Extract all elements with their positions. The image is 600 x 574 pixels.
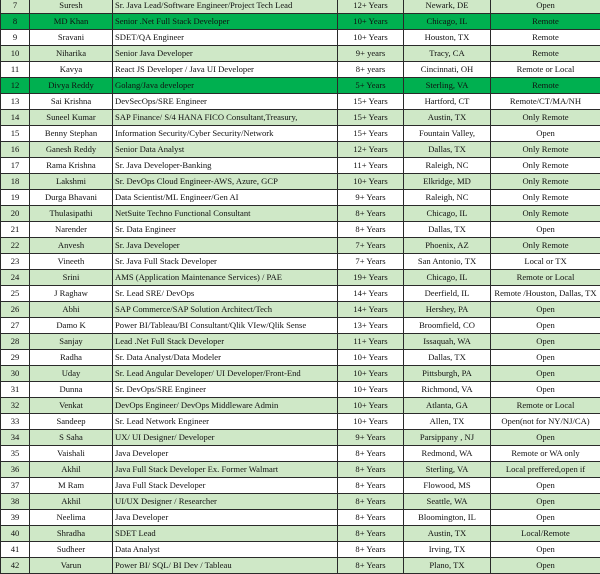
candidate-name: Sai Krishna — [30, 94, 113, 110]
candidate-availability: Open — [491, 126, 600, 142]
candidate-role: Data Analyst — [113, 542, 338, 558]
candidate-location: Austin, TX — [404, 110, 491, 126]
row-number: 30 — [1, 366, 30, 382]
row-number: 18 — [1, 174, 30, 190]
row-number: 11 — [1, 62, 30, 78]
table-row — [1, 126, 600, 142]
candidate-availability: Open — [491, 302, 600, 318]
candidate-name: Suneel Kumar — [30, 110, 113, 126]
table-row — [1, 526, 600, 542]
candidate-availability: Only Remote — [491, 238, 600, 254]
candidate-name: Dunna — [30, 382, 113, 398]
candidate-name: Radha — [30, 350, 113, 366]
candidate-location: Raleigh, NC — [404, 158, 491, 174]
candidate-experience: 8+ Years — [338, 446, 404, 462]
candidate-availability: Open(not for NY/NJ/CA) — [491, 414, 600, 430]
table-row — [1, 318, 600, 334]
candidate-role: React JS Developer / Java UI Developer — [113, 62, 338, 78]
candidate-availability: Only Remote — [491, 190, 600, 206]
candidate-location: Newark, DE — [404, 0, 491, 14]
candidate-availability: Only Remote — [491, 174, 600, 190]
row-number: 25 — [1, 286, 30, 302]
row-number: 17 — [1, 158, 30, 174]
candidate-role: Sr. Lead Angular Developer/ UI Developer/Front-End — [113, 366, 338, 382]
table-row — [1, 558, 600, 574]
table-row — [1, 334, 600, 350]
candidate-availability: Open — [491, 478, 600, 494]
candidate-availability: Open — [491, 494, 600, 510]
candidate-name: Vineeth — [30, 254, 113, 270]
candidate-availability: Remote or Local — [491, 62, 600, 78]
row-number: 7 — [1, 0, 30, 14]
row-number: 33 — [1, 414, 30, 430]
candidate-experience: 11+ Years — [338, 334, 404, 350]
candidate-name: Divya Reddy — [30, 78, 113, 94]
table-row — [1, 62, 600, 78]
candidate-role: UX/ UI Designer/ Developer — [113, 430, 338, 446]
candidate-role: Java Full Stack Developer Ex. Former Walmart — [113, 462, 338, 478]
row-number: 38 — [1, 494, 30, 510]
candidates-table-body — [1, 0, 600, 574]
candidate-name: Vaishali — [30, 446, 113, 462]
candidate-experience: 7+ Years — [338, 254, 404, 270]
table-row — [1, 510, 600, 526]
candidate-availability: Open — [491, 510, 600, 526]
candidate-availability: Only Remote — [491, 206, 600, 222]
candidate-name: Sudheer — [30, 542, 113, 558]
row-number: 23 — [1, 254, 30, 270]
candidate-location: San Antonio, TX — [404, 254, 491, 270]
candidate-name: Lakshmi — [30, 174, 113, 190]
candidate-role: Java Developer — [113, 510, 338, 526]
row-number: 22 — [1, 238, 30, 254]
table-row — [1, 462, 600, 478]
candidate-location: Chicago, IL — [404, 206, 491, 222]
candidate-location: Bloomington, IL — [404, 510, 491, 526]
candidate-location: Cincinnati, OH — [404, 62, 491, 78]
candidate-experience: 9+ years — [338, 46, 404, 62]
candidate-name: Sandeep — [30, 414, 113, 430]
candidate-role: Power BI/ SQL/ BI Dev / Tableau — [113, 558, 338, 574]
table-row — [1, 14, 600, 30]
candidate-availability: Only Remote — [491, 158, 600, 174]
table-row — [1, 446, 600, 462]
candidate-location: Parsippany , NJ — [404, 430, 491, 446]
candidate-experience: 8+ Years — [338, 494, 404, 510]
candidate-experience: 12+ Years — [338, 142, 404, 158]
candidate-role: Sr. Java Lead/Software Engineer/Project Tech Lead — [113, 0, 338, 14]
candidate-availability: Open — [491, 542, 600, 558]
candidate-experience: 15+ Years — [338, 126, 404, 142]
candidate-location: Dallas, TX — [404, 350, 491, 366]
candidate-availability: Remote/CT/MA/NH — [491, 94, 600, 110]
candidate-location: Hershey, PA — [404, 302, 491, 318]
candidate-name: Srini — [30, 270, 113, 286]
candidate-name: Narender — [30, 222, 113, 238]
candidate-experience: 14+ Years — [338, 286, 404, 302]
candidate-location: Dallas, TX — [404, 142, 491, 158]
table-row — [1, 78, 600, 94]
candidate-location: Hartford, CT — [404, 94, 491, 110]
candidate-name: Ganesh Reddy — [30, 142, 113, 158]
candidate-name: Akhil — [30, 462, 113, 478]
candidate-location: Plano, TX — [404, 558, 491, 574]
candidate-role: Sr. Java Developer — [113, 238, 338, 254]
candidate-role: Sr. DevOps Cloud Engineer-AWS, Azure, GCP — [113, 174, 338, 190]
candidate-experience: 8+ Years — [338, 526, 404, 542]
candidate-location: Fountain Valley, — [404, 126, 491, 142]
candidate-experience: 10+ Years — [338, 30, 404, 46]
candidate-role: NetSuite Techno Functional Consultant — [113, 206, 338, 222]
table-row — [1, 382, 600, 398]
candidate-experience: 10+ Years — [338, 350, 404, 366]
candidate-name: Akhil — [30, 494, 113, 510]
row-number: 34 — [1, 430, 30, 446]
candidate-availability: Open — [491, 0, 600, 14]
row-number: 21 — [1, 222, 30, 238]
candidate-role: Power BI/Tableau/BI Consultant/Qlik VIew/Qlik Sense — [113, 318, 338, 334]
candidate-location: Allen, TX — [404, 414, 491, 430]
table-row — [1, 430, 600, 446]
row-number: 40 — [1, 526, 30, 542]
candidate-experience: 10+ Years — [338, 174, 404, 190]
candidate-name: Niharika — [30, 46, 113, 62]
candidate-role: SAP Commerce/SAP Solution Architect/Tech — [113, 302, 338, 318]
candidate-experience: 9+ Years — [338, 190, 404, 206]
row-number: 28 — [1, 334, 30, 350]
candidate-location: Atlanta, GA — [404, 398, 491, 414]
candidate-role: Java Full Stack Developer — [113, 478, 338, 494]
candidate-role: UI/UX Designer / Researcher — [113, 494, 338, 510]
candidate-name: Venkat — [30, 398, 113, 414]
table-row — [1, 286, 600, 302]
candidate-experience: 12+ Years — [338, 0, 404, 14]
table-row — [1, 270, 600, 286]
candidate-name: Rama Krishna — [30, 158, 113, 174]
candidate-role: Sr. Java Full Stack Developer — [113, 254, 338, 270]
row-number: 39 — [1, 510, 30, 526]
candidate-name: Durga Bhavani — [30, 190, 113, 206]
candidate-role: Sr. Java Developer-Banking — [113, 158, 338, 174]
candidate-experience: 10+ Years — [338, 414, 404, 430]
candidate-location: Issaquah, WA — [404, 334, 491, 350]
table-row — [1, 254, 600, 270]
candidate-availability: Open — [491, 366, 600, 382]
row-number: 26 — [1, 302, 30, 318]
candidate-availability: Local or TX — [491, 254, 600, 270]
candidate-location: Seattle, WA — [404, 494, 491, 510]
candidate-name: Damo K — [30, 318, 113, 334]
candidate-availability: Open — [491, 430, 600, 446]
candidate-availability: Remote or WA only — [491, 446, 600, 462]
candidate-name: Benny Stephan — [30, 126, 113, 142]
candidate-role: Sr. DevOps/SRE Engineer — [113, 382, 338, 398]
candidate-experience: 8+ Years — [338, 558, 404, 574]
table-row — [1, 206, 600, 222]
candidate-role: SAP Finance/ S/4 HANA FICO Consultant,Treasury, — [113, 110, 338, 126]
candidate-name: Shradha — [30, 526, 113, 542]
candidate-experience: 8+ Years — [338, 462, 404, 478]
candidate-role: Golang/Java developer — [113, 78, 338, 94]
candidate-availability: Remote — [491, 14, 600, 30]
candidate-location: Flowood, MS — [404, 478, 491, 494]
table-row — [1, 478, 600, 494]
candidate-role: Sr. Data Analyst/Data Modeler — [113, 350, 338, 366]
candidate-experience: 10+ Years — [338, 382, 404, 398]
row-number: 41 — [1, 542, 30, 558]
candidate-role: SDET/QA Engineer — [113, 30, 338, 46]
candidate-availability: Remote or Local — [491, 270, 600, 286]
row-number: 9 — [1, 30, 30, 46]
candidate-location: Dallas, TX — [404, 222, 491, 238]
row-number: 8 — [1, 14, 30, 30]
candidate-role: Sr. Data Engineer — [113, 222, 338, 238]
candidate-availability: Remote or Local — [491, 398, 600, 414]
candidate-availability: Remote — [491, 46, 600, 62]
candidate-name: Sanjay — [30, 334, 113, 350]
table-row — [1, 142, 600, 158]
candidate-location: Austin, TX — [404, 526, 491, 542]
candidate-name: Anvesh — [30, 238, 113, 254]
candidate-availability: Open — [491, 350, 600, 366]
candidate-experience: 8+ years — [338, 62, 404, 78]
row-number: 15 — [1, 126, 30, 142]
candidate-role: Senior Java Developer — [113, 46, 338, 62]
candidate-location: Broomfield, CO — [404, 318, 491, 334]
table-row — [1, 238, 600, 254]
candidate-name: Sravani — [30, 30, 113, 46]
candidate-location: Deerfield, IL — [404, 286, 491, 302]
table-row — [1, 350, 600, 366]
candidate-experience: 8+ Years — [338, 478, 404, 494]
table-row — [1, 494, 600, 510]
candidate-name: Suresh — [30, 0, 113, 14]
candidate-role: Data Scientist/ML Engineer/Gen AI — [113, 190, 338, 206]
candidate-availability: Remote — [491, 30, 600, 46]
candidate-location: Chicago, IL — [404, 270, 491, 286]
candidate-experience: 10+ Years — [338, 14, 404, 30]
candidate-location: Phoenix, AZ — [404, 238, 491, 254]
table-row — [1, 0, 600, 14]
row-number: 35 — [1, 446, 30, 462]
candidate-experience: 8+ Years — [338, 510, 404, 526]
row-number: 29 — [1, 350, 30, 366]
candidate-name: Thulasipathi — [30, 206, 113, 222]
table-row — [1, 94, 600, 110]
candidate-name: MD Khan — [30, 14, 113, 30]
candidate-availability: Open — [491, 382, 600, 398]
table-row — [1, 414, 600, 430]
row-number: 42 — [1, 558, 30, 574]
table-row — [1, 302, 600, 318]
candidate-experience: 11+ Years — [338, 158, 404, 174]
candidate-availability: Open — [491, 222, 600, 238]
row-number: 12 — [1, 78, 30, 94]
candidate-experience: 8+ Years — [338, 222, 404, 238]
table-row — [1, 110, 600, 126]
row-number: 32 — [1, 398, 30, 414]
candidate-location: Elkridge, MD — [404, 174, 491, 190]
candidate-name: Abhi — [30, 302, 113, 318]
row-number: 16 — [1, 142, 30, 158]
candidate-availability: Open — [491, 318, 600, 334]
candidate-role: Senior Data Analyst — [113, 142, 338, 158]
table-row — [1, 46, 600, 62]
row-number: 27 — [1, 318, 30, 334]
candidate-name: S Saha — [30, 430, 113, 446]
row-number: 31 — [1, 382, 30, 398]
table-row — [1, 366, 600, 382]
table-row — [1, 398, 600, 414]
candidate-name: Uday — [30, 366, 113, 382]
table-row — [1, 158, 600, 174]
candidate-location: Richmond, VA — [404, 382, 491, 398]
candidate-location: Houston, TX — [404, 30, 491, 46]
candidate-role: Sr. Lead SRE/ DevOps — [113, 286, 338, 302]
row-number: 36 — [1, 462, 30, 478]
row-number: 19 — [1, 190, 30, 206]
candidate-role: AMS (Application Maintenance Services) / PAE — [113, 270, 338, 286]
candidate-experience: 5+ Years — [338, 78, 404, 94]
candidate-availability: Only Remote — [491, 142, 600, 158]
candidate-availability: Local/Remote — [491, 526, 600, 542]
candidate-role: SDET Lead — [113, 526, 338, 542]
candidate-location: Pittsburgh, PA — [404, 366, 491, 382]
candidate-role: DevOps Engineer/ DevOps Middleware Admin — [113, 398, 338, 414]
candidate-experience: 19+ Years — [338, 270, 404, 286]
candidate-location: Sterling, VA — [404, 462, 491, 478]
row-number: 24 — [1, 270, 30, 286]
candidate-name: M Ram — [30, 478, 113, 494]
candidate-experience: 9+ Years — [338, 430, 404, 446]
candidate-role: Senior .Net Full Stack Developer — [113, 14, 338, 30]
candidate-location: Irving, TX — [404, 542, 491, 558]
row-number: 37 — [1, 478, 30, 494]
row-number: 13 — [1, 94, 30, 110]
candidate-experience: 8+ Years — [338, 542, 404, 558]
candidate-experience: 15+ Years — [338, 94, 404, 110]
candidate-name: Neelima — [30, 510, 113, 526]
candidate-role: Information Security/Cyber Security/Network — [113, 126, 338, 142]
candidate-role: DevSecOps/SRE Engineer — [113, 94, 338, 110]
candidate-availability: Remote — [491, 78, 600, 94]
candidate-availability: Local preffered,open if — [491, 462, 600, 478]
table-row — [1, 222, 600, 238]
candidate-experience: 15+ Years — [338, 110, 404, 126]
row-number: 20 — [1, 206, 30, 222]
candidate-experience: 14+ Years — [338, 302, 404, 318]
candidate-availability: Open — [491, 334, 600, 350]
candidate-availability: Remote /Houston, Dallas, TX — [491, 286, 600, 302]
candidate-role: Lead .Net Full Stack Developer — [113, 334, 338, 350]
candidate-location: Chicago, IL — [404, 14, 491, 30]
candidate-experience: 8+ Years — [338, 206, 404, 222]
row-number: 14 — [1, 110, 30, 126]
table-row — [1, 174, 600, 190]
row-number: 10 — [1, 46, 30, 62]
table-row — [1, 190, 600, 206]
candidate-experience: 13+ Years — [338, 318, 404, 334]
candidate-location: Raleigh, NC — [404, 190, 491, 206]
candidate-role: Java Developer — [113, 446, 338, 462]
table-row — [1, 542, 600, 558]
candidate-experience: 10+ Years — [338, 366, 404, 382]
candidate-name: J Raghaw — [30, 286, 113, 302]
candidate-name: Kavya — [30, 62, 113, 78]
candidate-availability: Only Remote — [491, 110, 600, 126]
candidate-availability: Open — [491, 558, 600, 574]
candidate-role: Sr. Lead Network Engineer — [113, 414, 338, 430]
candidate-experience: 10+ Years — [338, 398, 404, 414]
candidate-location: Tracy, CA — [404, 46, 491, 62]
table-row — [1, 30, 600, 46]
candidate-name: Varun — [30, 558, 113, 574]
candidate-location: Redmond, WA — [404, 446, 491, 462]
candidate-experience: 7+ Years — [338, 238, 404, 254]
candidate-location: Sterling, VA — [404, 78, 491, 94]
